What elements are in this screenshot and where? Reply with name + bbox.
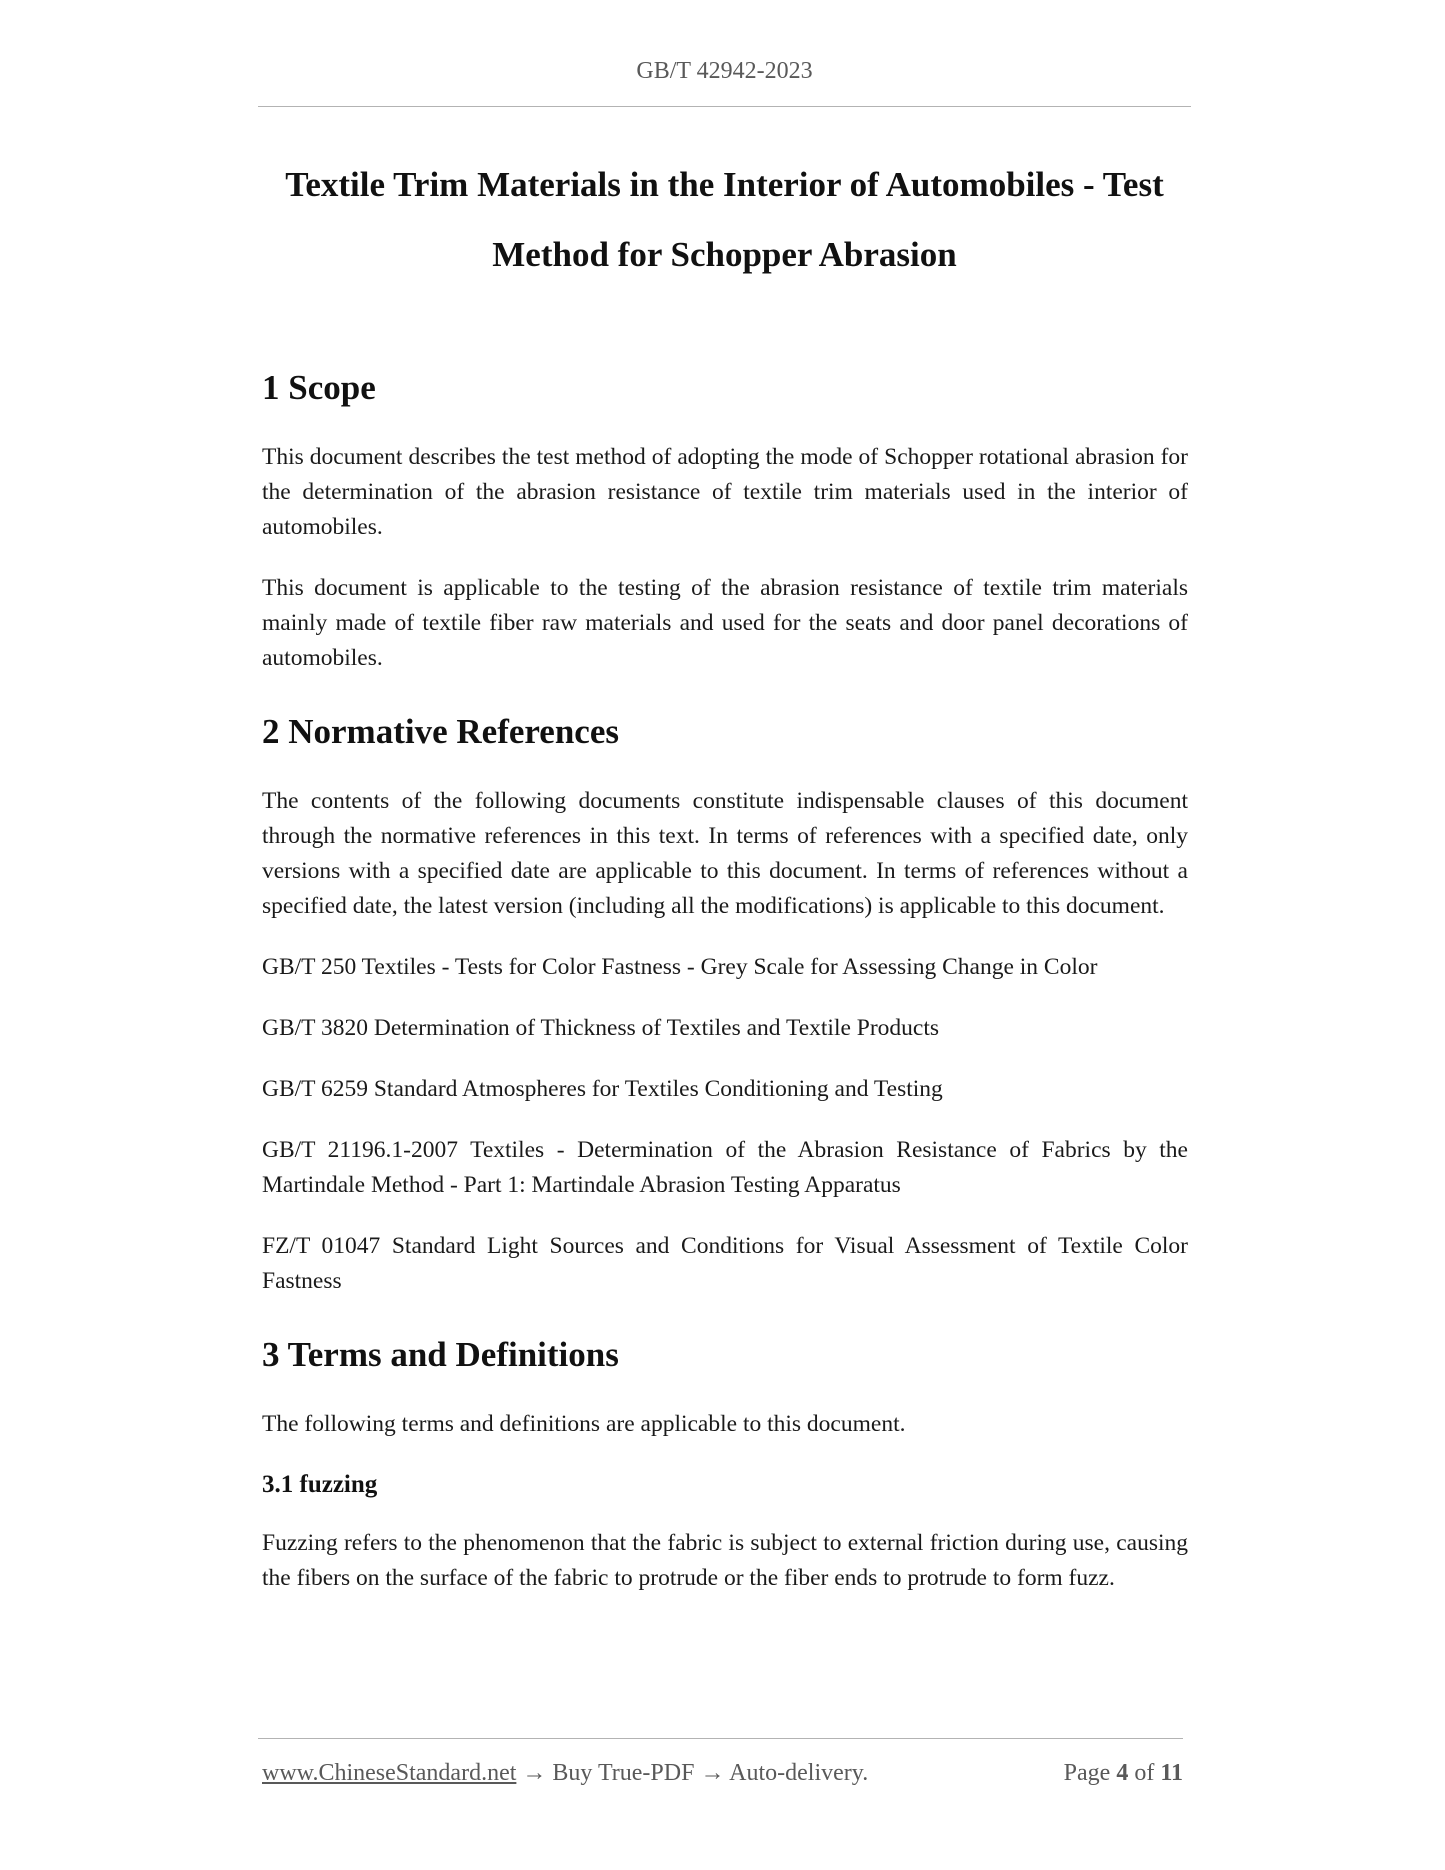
- term-definition-fuzzing: Fuzzing refers to the phenomenon that the fabric is subject to external friction during use, causing the fibers on the surface of the fabric to protrude or the fiber ends to protrude to form fuzz.: [262, 1530, 1188, 1591]
- terms-intro-paragraph: The following terms and definitions are applicable to this document.: [262, 1411, 906, 1437]
- page-current: 4: [1116, 1760, 1129, 1786]
- footer-promo: [262, 1760, 868, 1787]
- term-heading-fuzzing: 3.1 fuzzing: [262, 1471, 378, 1498]
- footer-delivery-text: Auto-delivery.: [729, 1760, 869, 1786]
- scope-paragraph-2: This document is applicable to the testing of the abrasion resistance of textile trim materials mainly made of textile fiber raw materials and used for the seats and door panel decorations of automobiles.: [262, 575, 1188, 671]
- footer-buy-text: Buy True-PDF: [552, 1760, 695, 1786]
- page-of-label: of: [1134, 1760, 1155, 1786]
- header-divider: [258, 106, 1191, 107]
- page-total: 11: [1160, 1760, 1183, 1786]
- document-title: [262, 150, 1187, 290]
- reference-item: GB/T 250 Textiles - Tests for Color Fastness - Grey Scale for Assessing Change in Color: [262, 954, 1098, 980]
- reference-item: FZ/T 01047 Standard Light Sources and Conditions for Visual Assessment of Textile Color Fastness: [262, 1233, 1188, 1294]
- page-indicator: [1064, 1760, 1183, 1787]
- reference-item: GB/T 6259 Standard Atmospheres for Textiles Conditioning and Testing: [262, 1076, 943, 1102]
- page-label: Page: [1063, 1760, 1111, 1786]
- reference-item: GB/T 3820 Determination of Thickness of Textiles and Textile Products: [262, 1015, 940, 1041]
- section-heading-terms-definitions: 3 Terms and Definitions: [262, 1335, 619, 1374]
- website-link[interactable]: www.ChineseStandard.net: [262, 1760, 517, 1786]
- reference-item: GB/T 21196.1-2007 Textiles - Determination of the Abrasion Resistance of Fabrics by the Martindale Method - Part 1: Martindale Abrasion Testing Apparatus: [262, 1137, 1188, 1198]
- page-header: GB/T 42942-2023: [636, 58, 813, 84]
- normative-intro-paragraph: The contents of the following documents constitute indispensable clauses of this document through the normative references in this text. In terms of references with a specified date, only versions with a specified date are applicable to this document. In terms of references without a specified date, the latest version (including all the modifications) is applicable to this document.: [262, 788, 1188, 919]
- arrow-right-icon: →: [522, 1760, 547, 1786]
- section-heading-scope: 1 Scope: [262, 368, 376, 407]
- arrow-right-icon: →: [700, 1760, 725, 1786]
- footer-divider: [258, 1738, 1183, 1739]
- title-line-1: Textile Trim Materials in the Interior of Automobiles - Test: [285, 165, 1164, 204]
- section-heading-normative-references: 2 Normative References: [262, 712, 619, 751]
- scope-paragraph-1: This document describes the test method of adopting the mode of Schopper rotational abrasion for the determination of the abrasion resistance of textile trim materials used in the interior of automobiles.: [262, 444, 1188, 540]
- title-line-2: Method for Schopper Abrasion: [492, 235, 957, 274]
- document-body: [262, 360, 1188, 1596]
